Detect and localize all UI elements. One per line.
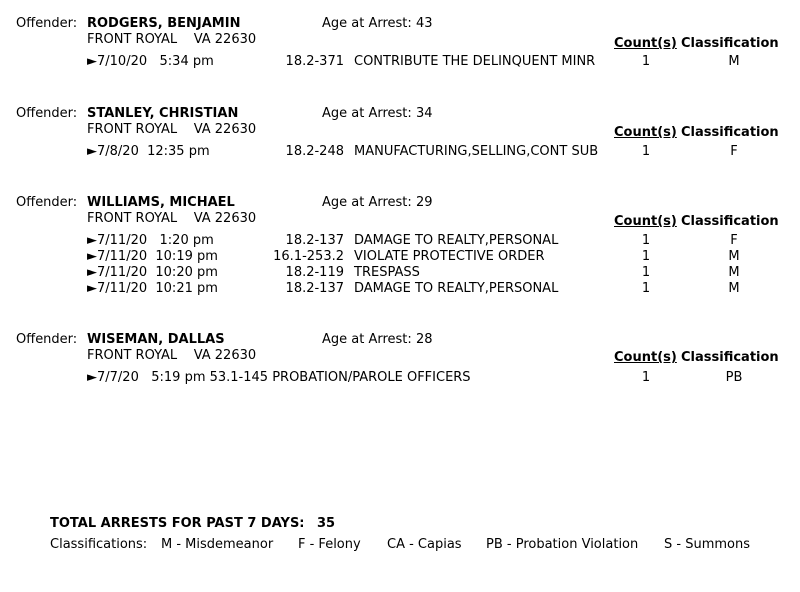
charge-code: 18.2-137 — [285, 233, 344, 248]
total-arrests-label: TOTAL ARRESTS FOR PAST 7 DAYS: — [50, 516, 305, 531]
classification-header: Classification — [681, 350, 779, 365]
offender-label: Offender: — [16, 16, 78, 31]
classifications-label: Classifications: — [50, 537, 148, 552]
charge-description: VIOLATE PROTECTIVE ORDER — [354, 249, 545, 264]
charge-count: 1 — [641, 54, 651, 69]
count-header: Count(s) — [614, 36, 677, 51]
charge-class: F — [730, 144, 738, 159]
charge-code: 16.1-253.2 — [273, 249, 344, 264]
age-at-arrest: Age at Arrest: 28 — [322, 332, 433, 347]
legend-felony: F - Felony — [298, 537, 361, 552]
age-at-arrest: Age at Arrest: 34 — [322, 106, 433, 121]
offender-address: FRONT ROYAL VA 22630 — [87, 122, 257, 137]
charge-code: 18.2-248 — [285, 144, 344, 159]
offender-label: Offender: — [16, 195, 78, 210]
classification-header: Classification — [681, 125, 779, 140]
offender-name: WILLIAMS, MICHAEL — [87, 195, 235, 210]
offender-name: WISEMAN, DALLAS — [87, 332, 225, 347]
total-arrests-value: 35 — [317, 516, 336, 531]
offender-name: STANLEY, CHRISTIAN — [87, 106, 239, 121]
legend-summons: S - Summons — [664, 537, 750, 552]
charge-class: M — [728, 54, 740, 69]
age-at-arrest: Age at Arrest: 29 — [322, 195, 433, 210]
charge-count: 1 — [641, 281, 651, 296]
offender-address: FRONT ROYAL VA 22630 — [87, 348, 257, 363]
count-header: Count(s) — [614, 125, 677, 140]
charge-count: 1 — [641, 249, 651, 264]
classification-header: Classification — [681, 36, 779, 51]
charge-code: 18.2-371 — [285, 54, 344, 69]
offender-name: RODGERS, BENJAMIN — [87, 16, 241, 31]
charge-description: TRESPASS — [354, 265, 420, 280]
charge-count: 1 — [641, 144, 651, 159]
charge-datetime: ►7/11/20 10:21 pm — [87, 281, 218, 296]
charge-code: 18.2-137 — [285, 281, 344, 296]
count-header: Count(s) — [614, 350, 677, 365]
charge-class: M — [728, 281, 740, 296]
charge-class: PB — [725, 370, 743, 385]
charge-code: 18.2-119 — [285, 265, 344, 280]
charge-count: 1 — [641, 233, 651, 248]
charge-description: MANUFACTURING,SELLING,CONT SUB — [354, 144, 599, 159]
charge-count: 1 — [641, 265, 651, 280]
charge-datetime: ►7/11/20 1:20 pm — [87, 233, 214, 248]
charge-datetime: ►7/11/20 10:19 pm — [87, 249, 218, 264]
classification-header: Classification — [681, 214, 779, 229]
offender-address: FRONT ROYAL VA 22630 — [87, 32, 257, 47]
offender-label: Offender: — [16, 332, 78, 347]
legend-misdemeanor: M - Misdemeanor — [161, 537, 274, 552]
charge-datetime: ►7/8/20 12:35 pm — [87, 144, 210, 159]
count-header: Count(s) — [614, 214, 677, 229]
offender-label: Offender: — [16, 106, 78, 121]
charge-line: ►7/7/20 5:19 pm 53.1-145 PROBATION/PAROLE OFFICERS — [87, 370, 471, 385]
age-at-arrest: Age at Arrest: 43 — [322, 16, 433, 31]
charge-datetime: ►7/11/20 10:20 pm — [87, 265, 218, 280]
legend-capias: CA - Capias — [387, 537, 462, 552]
charge-class: M — [728, 249, 740, 264]
charge-description: DAMAGE TO REALTY,PERSONAL — [354, 233, 559, 248]
charge-description: CONTRIBUTE THE DELINQUENT MINR — [354, 54, 596, 69]
charge-datetime: ►7/10/20 5:34 pm — [87, 54, 214, 69]
charge-description: DAMAGE TO REALTY,PERSONAL — [354, 281, 559, 296]
charge-class: F — [730, 233, 738, 248]
charge-count: 1 — [641, 370, 651, 385]
offender-address: FRONT ROYAL VA 22630 — [87, 211, 257, 226]
legend-probation-violation: PB - Probation Violation — [486, 537, 639, 552]
charge-class: M — [728, 265, 740, 280]
